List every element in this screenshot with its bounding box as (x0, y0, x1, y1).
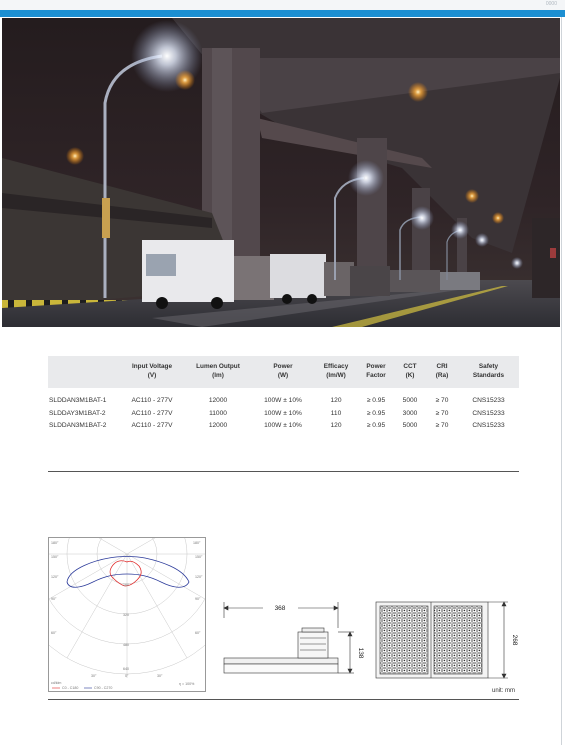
header-efficacy: Efficacy (lm/W) (314, 356, 358, 388)
section-divider (48, 471, 519, 472)
header-power: Power (W) (252, 356, 314, 388)
cell-power: 100W ± 10% (264, 409, 302, 417)
polar-candela-label: 160 (123, 583, 129, 587)
cell-power-factor: ≥ 0.95 (366, 409, 386, 417)
header-safety-standards: Safety Standards (458, 356, 519, 388)
footer-divider (48, 699, 519, 700)
polar-angle-label: 120° (51, 575, 59, 579)
cell-power: 100W ± 10% (264, 421, 302, 429)
polar-efficiency-label: η = 100% (179, 682, 195, 686)
cell-efficacy: 120 (330, 421, 342, 429)
polar-angle-label: 180° (51, 541, 59, 545)
polar-angle-label: 60° (51, 631, 57, 635)
polar-candela-label: 480 (123, 643, 129, 647)
cell-cct: 3000 (402, 409, 418, 417)
polar-unit-label: cd/klm (51, 681, 62, 685)
header-cri: CRI (Ra) (426, 356, 458, 388)
header-cct: CCT (K) (394, 356, 426, 388)
polar-candela-label: 640 (123, 667, 129, 671)
cell-power: 100W ± 10% (264, 397, 302, 404)
polar-candela-label: 320 (123, 613, 129, 617)
table-row (48, 419, 519, 431)
polar-angle-label: 0° (125, 674, 129, 678)
cell-safety: CNS15233 (472, 409, 505, 417)
cell-lumen: 11000 (209, 409, 227, 417)
cell-model: SLDDAN3M1BAT-2 (49, 421, 107, 429)
cell-power-factor: ≥ 0.95 (366, 397, 386, 404)
cell-lumen: 12000 (208, 421, 228, 429)
cell-power-factor: ≥ 0.95 (366, 421, 386, 429)
accent-bar (0, 10, 565, 17)
cell-voltage: AC110 - 277V (131, 409, 173, 417)
polar-angle-label: 150° (51, 555, 59, 559)
polar-angle-label: 180° (193, 541, 201, 545)
cell-voltage: AC110 - 277V (131, 421, 173, 429)
polar-angle-label: 90° (195, 597, 201, 601)
header-power-factor: Power Factor (358, 356, 394, 388)
side-view-drawing (218, 598, 364, 684)
polar-distribution-diagram (48, 537, 206, 692)
cell-safety: CNS15233 (472, 397, 505, 404)
height-dimension-label: 138 (357, 647, 364, 659)
table-row (48, 388, 519, 407)
spec-table-header (48, 356, 519, 388)
polar-angle-label: 120° (195, 575, 203, 579)
cell-cct: 5000 (402, 397, 418, 404)
page-number: 0000 (545, 1, 557, 7)
cell-efficacy: 110 (330, 409, 342, 417)
header-input-voltage: Input Voltage (V) (120, 356, 184, 388)
cell-model: SLDDAY3M1BAT-2 (49, 409, 106, 417)
spec-table (48, 356, 519, 431)
polar-legend-2: C90 - C270 (94, 686, 113, 690)
depth-dimension-label: 268 (511, 634, 518, 646)
polar-angle-label: 30° (157, 674, 163, 678)
page-edge-line (561, 17, 562, 745)
polar-angle-label: 90° (51, 597, 57, 601)
polar-angle-label: 150° (195, 555, 203, 559)
cell-voltage: AC110 - 277V (131, 397, 173, 404)
polar-legend-1: C0 - C180 (62, 686, 79, 690)
cell-safety: CNS15233 (472, 421, 505, 429)
street-light-photo (2, 18, 560, 327)
header-lumen-output: Lumen Output (lm) (184, 356, 252, 388)
units-note: unit: mm (491, 688, 515, 694)
header-model (48, 356, 120, 388)
width-dimension-label: 368 (274, 605, 286, 612)
cell-lumen: 12000 (208, 397, 228, 404)
cell-cct: 5000 (402, 421, 418, 429)
top-view-drawing (372, 598, 518, 684)
polar-angle-label: 60° (195, 631, 201, 635)
polar-angle-label: 30° (91, 674, 97, 678)
cell-efficacy: 120 (330, 397, 342, 404)
header-band (0, 0, 565, 10)
cell-cri: ≥ 70 (435, 397, 449, 404)
table-row (48, 407, 519, 419)
cell-cri: ≥ 70 (435, 409, 449, 417)
cell-cri: ≥ 70 (435, 421, 449, 429)
cell-model: SLDDAN3M1BAT-1 (49, 397, 107, 404)
